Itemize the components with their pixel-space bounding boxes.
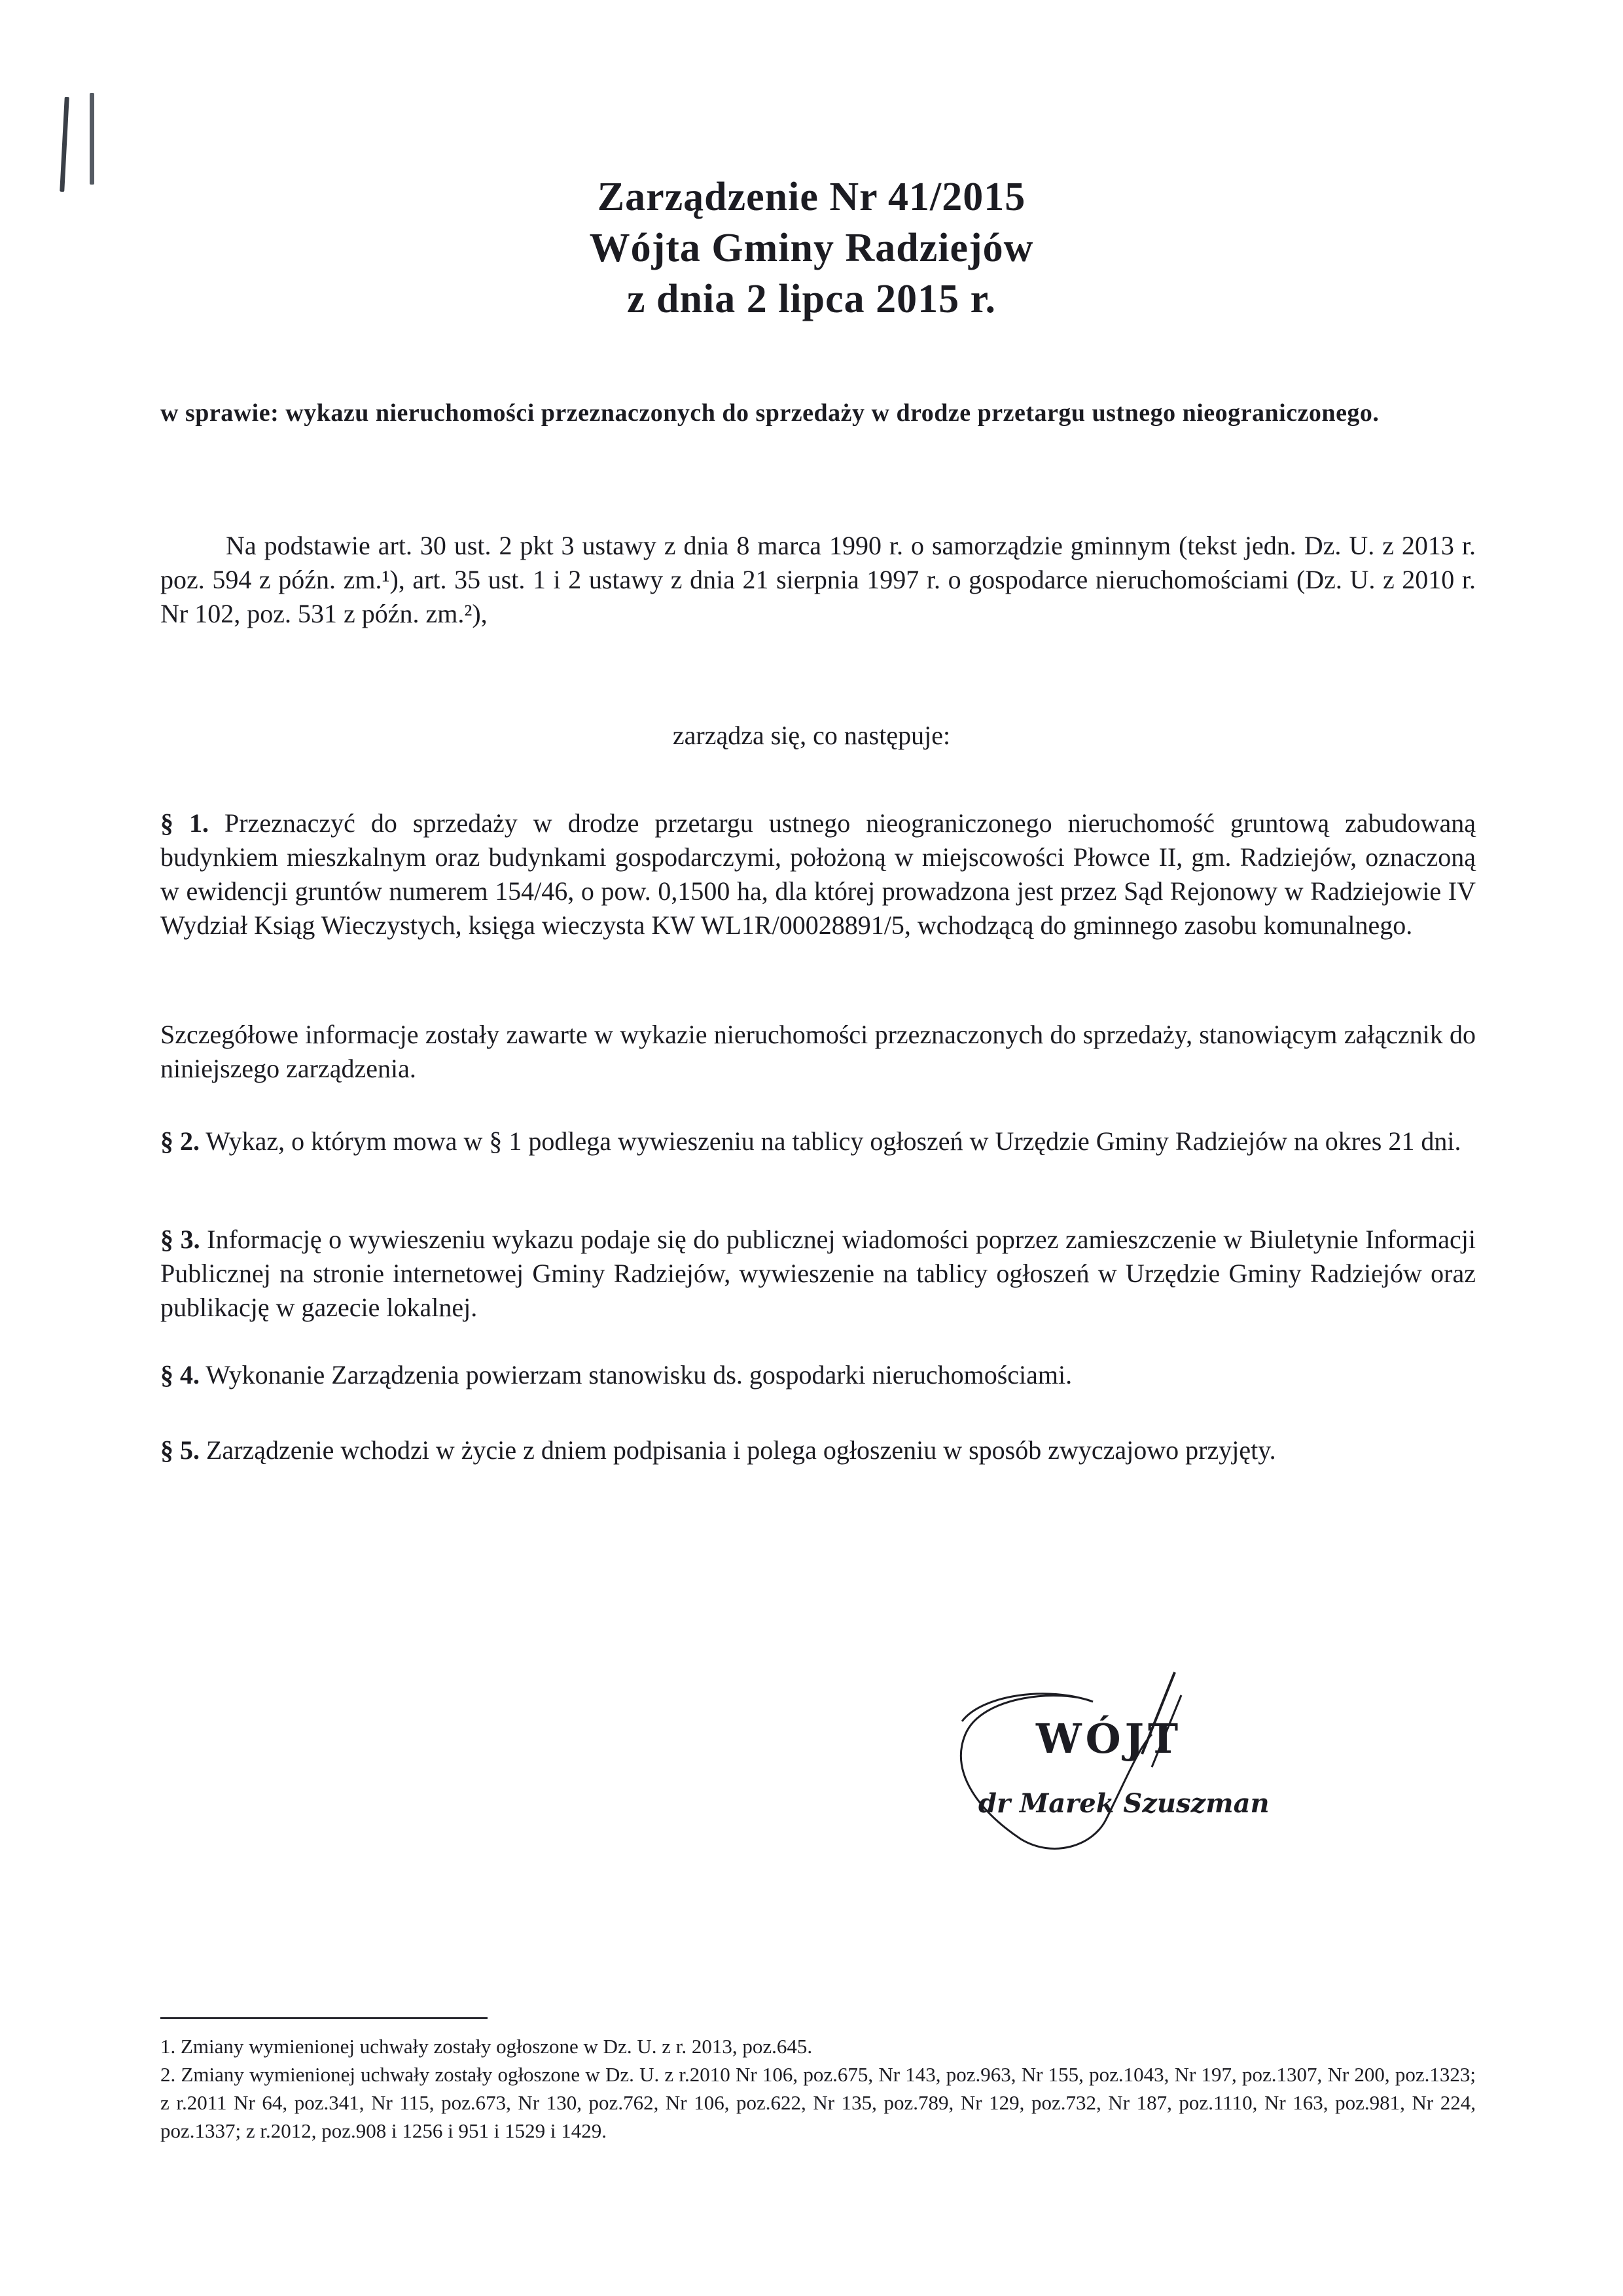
section-text: Wykaz, o którym mowa w § 1 podlega wywieszeniu na tablicy ogłoszeń w Urzędzie Gminy Radziejów na okres 21 dni. bbox=[200, 1126, 1461, 1156]
ordering-clause: zarządza się, co następuje: bbox=[672, 721, 951, 750]
section-label: § 3. bbox=[160, 1225, 200, 1254]
section-1 bbox=[160, 806, 1476, 942]
section-3 bbox=[160, 1223, 1476, 1325]
title-issuer: Wójta Gminy Radziejów bbox=[589, 226, 1034, 270]
section-text: Wykonanie Zarządzenia powierzam stanowisku ds. gospodarki nieruchomościami. bbox=[200, 1360, 1073, 1390]
section-4 bbox=[160, 1358, 1476, 1392]
section-text: Przeznaczyć do sprzedaży w drodze przetargu ustnego nieograniczonego nieruchomość gruntową zabudowaną budynkiem mieszkalnym oraz budynkami gospodarczymi, położoną w miejscowości Płowce II, gm. Radziejów, oznaczoną w ewidencji gruntów numerem 154/46, o pow. 0,1500 ha, dla której prowadzona jest przez Sąd Rejonowy w Radziejowie IV Wydział Ksiąg Wieczystych, księga wieczysta KW WL1R/00028891/5, wchodzącą do gminnego zasobu komunalnego. bbox=[160, 808, 1476, 940]
section-label: § 1. bbox=[160, 808, 209, 838]
section-label: § 4. bbox=[160, 1360, 200, 1390]
footnote-divider bbox=[160, 2017, 488, 2019]
section-5 bbox=[160, 1433, 1476, 1467]
section-text: Informację o wywieszeniu wykazu podaje się do publicznej wiadomości poprzez zamieszczenie w Biuletynie Informacji Publicznej na stronie internetowej Gminy Radziejów, wywieszenie na tablicy ogłoszeń w Urzędzie Gminy Radziejów oraz publikację w gazecie lokalnej. bbox=[160, 1225, 1476, 1322]
document-title bbox=[0, 171, 1623, 325]
legal-basis: Na podstawie art. 30 ust. 2 pkt 3 ustawy z dnia 8 marca 1990 r. o samorządzie gminnym (tekst jedn. Dz. U. z 2013 r. poz. 594 z późn. zm.¹), art. 35 ust. 1 i 2 ustawy z dnia 21 sierpnia 1997 r. o gospodarce nieruchomościami (Dz. U. z 2010 r. Nr 102, poz. 531 z późn. zm.²), bbox=[160, 531, 1476, 628]
section-1-details bbox=[160, 1018, 1476, 1086]
signature-stamp bbox=[942, 1649, 1270, 1865]
title-ordinance-number: Zarządzenie Nr 41/2015 bbox=[597, 175, 1026, 219]
section-label: § 5. bbox=[160, 1435, 200, 1465]
footnote-2: 2. Zmiany wymienionej uchwały zostały ogłoszone w Dz. U. z r.2010 Nr 106, poz.675, Nr 143, poz.963, Nr 155, poz.1043, Nr 197, poz.1307, Nr 200, poz.1323; z r.2011 Nr 64, poz.341, Nr 115, poz.673, Nr 130, poz.762, Nr 106, poz.622, Nr 135, poz.789, Nr 129, poz.732, Nr 187, poz.1110, Nr 163, poz.981, Nr 224, poz.1337; z r.2012, poz.908 i 1256 i 951 i 1529 i 1429. bbox=[160, 2063, 1476, 2142]
stamp-name: dr Marek Szuszman bbox=[978, 1788, 1270, 1819]
title-date: z dnia 2 lipca 2015 r. bbox=[627, 277, 996, 321]
subject-line: w sprawie: wykazu nieruchomości przeznaczonych do sprzedaży w drodze przetargu ustnego nieograniczonego. bbox=[160, 399, 1380, 427]
footnotes bbox=[160, 2032, 1476, 2145]
section-text: Szczegółowe informacje zostały zawarte w wykazie nieruchomości przeznaczonych do sprzedaży, stanowiącym załącznik do niniejszego zarządzenia. bbox=[160, 1020, 1476, 1083]
footnote-1: 1. Zmiany wymienionej uchwały zostały ogłoszone w Dz. U. z r. 2013, poz.645. bbox=[160, 2035, 813, 2058]
section-label: § 2. bbox=[160, 1126, 200, 1156]
stamp-title: WÓJT bbox=[1036, 1715, 1183, 1763]
section-2 bbox=[160, 1124, 1476, 1158]
binder-mark bbox=[90, 93, 94, 185]
section-text: Zarządzenie wchodzi w życie z dniem podpisania i polega ogłoszeniu w sposób zwyczajowo przyjęty. bbox=[200, 1435, 1276, 1465]
